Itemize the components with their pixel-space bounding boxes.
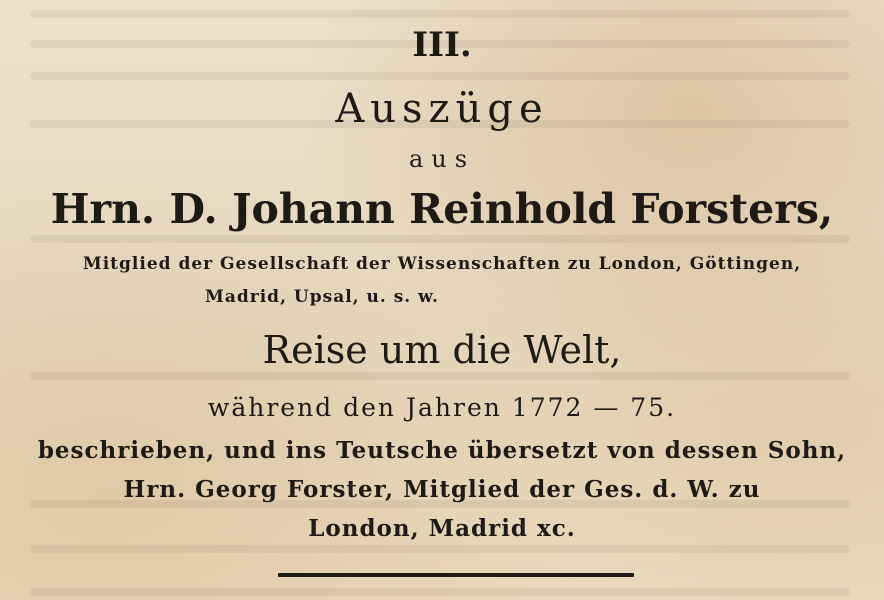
bleed-through-text [30,10,850,18]
membership-line-2: Madrid, Upsal, u. s. w. [205,287,439,307]
bleed-through-text [30,72,850,80]
membership-line-1: Mitglied der Gesellschaft der Wissenschaften zu London, Göttingen, [82,254,802,274]
bleed-through-text [30,372,850,380]
section-number: III. [412,25,472,65]
heading: Auszüge [335,86,549,132]
period-line: während den Jahren 1772 — 75. [207,393,677,422]
work-title: Reise um die Welt, [262,328,622,372]
description-line: beschrieben, und ins Teutsche übersetzt von dessen Sohn, [37,437,847,464]
bleed-through-text [30,235,850,243]
bleed-through-text [30,588,850,596]
closing-rule [278,573,634,577]
bleed-through-text [30,545,850,553]
preposition: aus [408,145,476,173]
translator-line: Hrn. Georg Forster, Mitglied der Ges. d. W. zu [123,476,761,503]
places-line: London, Madrid xc. [308,515,576,542]
author-name: Hrn. D. Johann Reinhold Forsters, [50,185,834,233]
